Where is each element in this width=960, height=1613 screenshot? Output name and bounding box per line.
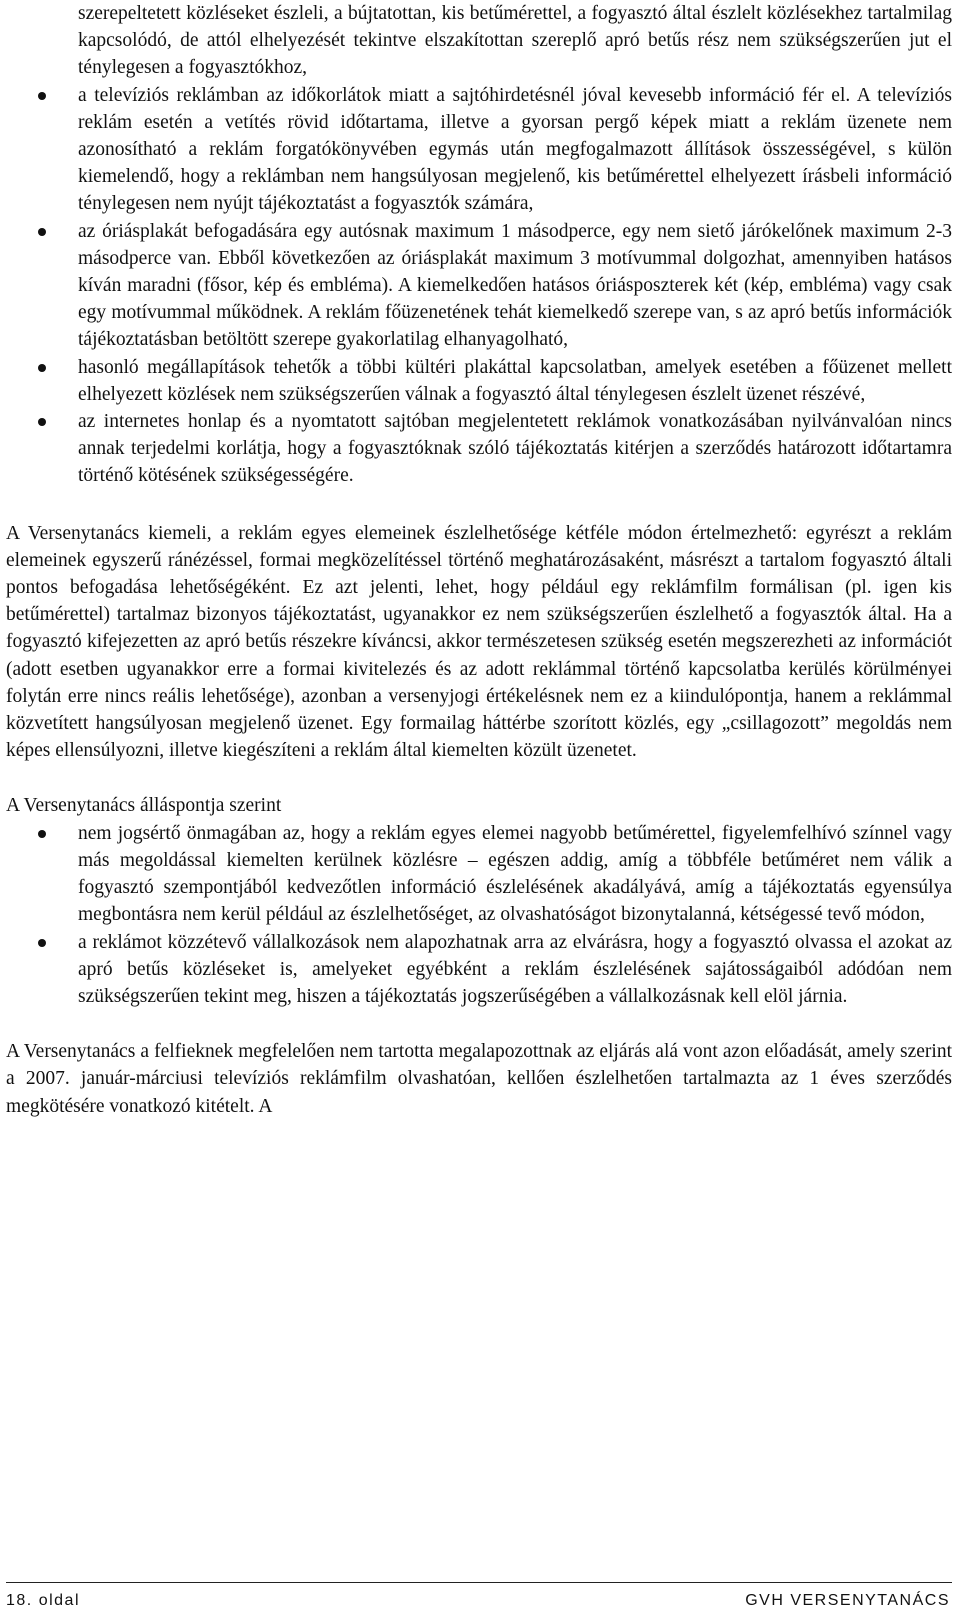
paragraph-1: A Versenytanács kiemeli, a reklám egyes elemeinek észlelhetősége kétféle módon értelmezhető: egyrészt a reklám elemeinek egyszerű ránézéssel, formai megközelítéssel történő meghatározásaként, másrészt a tartalom fogyasztó általi pontos befogadása lehetőségéként. Ez azt jelenti, lehet, hogy például egy reklámfilm formálisan (pl. igen kis betűmérettel) tartalmaz bizonyos tájékoztatást, ugyanakkor ez nem szükségszerűen észlelhető a fogyasztók által. Ha a fogyasztó kifejezetten az apró betűs részekre kíváncsi, akkor természetesen szükség esetén megszerezheti az információt (adott esetben ugyanakkor erre a formai kivitelezés és az adott reklámmal történő kapcsolatba kerülés körülményei folytán erre nincs reális lehetősége), azonban a versenyjogi értékelésnek nem ez a kiindulópontja, hanem a reklámmal közvetített hangsúlyosan megjelenő üzenet. Egy formailag háttérbe szorított közlés, egy „csillagozott” megoldás nem képes ellensúlyozni, illetve kiegészíteni a reklám által kiemelten közült üzenetet.: [6, 522, 952, 762]
list-item-text: a reklámot közzétevő vállalkozások nem alapozhatnak arra az elvárásra, hogy a fogyasztó olvassa el azokat az apró betűs közléseket is, amelyeket egyébként a reklám észlelésének sajátosságaiból adódóan nem szükségszerűen tekint meg, hiszen a tájékoztatás jogszerűségében a vállalkozásnak kell elöl járnia.: [78, 931, 952, 1007]
list-item: [6, 218, 952, 354]
list-item-text: nem jogsértő önmagában az, hogy a reklám egyes elemei nagyobb betűmérettel, figyelemfelhívó színnel vagy más megoldással kiemelten kerülnek közlésre – egészen addig, amíg a többféle betűméret nem válik a fogyasztó szempontjából kedvezőtlen információ észlelésének akadályává, amíg a tájékoztatás egyensúlya megbontásra nem kerül például az észlelhetőséget, az olvashatóságot bizonytalanná, kétségessé tevő módon,: [78, 822, 952, 926]
bullet-dot: [38, 364, 46, 372]
list-item-text: az internetes honlap és a nyomtatott sajtóban megjelentetett reklámok vonatkozásában nyilvánvalóan nincs annak terjedelmi korlátja, hogy a fogyasztóknak szóló tájékoztatás kitérjen a szerződés határozott időtartamra történő kötésének szükségességére.: [78, 411, 952, 487]
page-footer: [0, 1582, 960, 1613]
paragraph-spacer: [6, 1010, 952, 1038]
page-number: 18. oldal: [6, 1592, 80, 1609]
list-item-text: hasonló megállapítások tehetők a többi kültéri plakáttal kapcsolatban, amelyek esetében a főüzenet mellett elhelyezett közlések nem szükségszerűen válnak a fogyasztó által ténylegesen észlelt üzenet részévé,: [78, 356, 952, 405]
paragraph-3: A Versenytanács a felfieknek megfelelően nem tartotta megalapozottnak az eljárás alá vont azon előadását, amely szerint a 2007. január-márciusi televíziós reklámfilm olvashatóan, kellően észlelhetően tartalmazta az 1 éves szerződés megkötésére vonatkozó kitételt. A: [6, 1041, 952, 1117]
paragraph-spacer: [6, 764, 952, 792]
bullet-dot: [38, 228, 46, 236]
document-body: [6, 0, 952, 1120]
bullet-dot: [38, 939, 46, 947]
publisher-name: GVH VERSENYTANÁCS: [745, 1592, 950, 1609]
paragraph-spacer: [6, 490, 952, 520]
bullet-dot: [38, 418, 46, 426]
bullet-list-1: [6, 82, 952, 490]
bullet-dot: [38, 92, 46, 100]
list-item: [6, 820, 952, 929]
paragraph-2-heading: A Versenytanács álláspontja szerint: [6, 795, 282, 817]
lead-continuation: szerepeltetett közléseket észleli, a bújtatottan, kis betűmérettel, a fogyasztó által észlelt közlésekhez tartalmilag kapcsolódó, de attól elhelyezését tekintve elszakítottan szereplő apró betűs rész nem szükségszerűen jut el ténylegesen a fogyasztókhoz,: [78, 3, 952, 79]
list-item-text: az óriásplakát befogadására egy autósnak maximum 1 másodperce, egy nem siető járókelőnek maximum 2-3 másodperce van. Ebből következően az óriásplakát maximum 3 motívummal dolgozhat, amennyiben hatásos kíván maradni (fősor, kép és embléma). A kiemelkedően hatásos óriásposzterek két (kép, embléma) vagy csak egy motívummal működnek. A reklám főüzenetének tehát kiemelkedő szerepe van, s az apró betűs információk tájékoztatásban betöltött szerepe gyakorlatilag elhanyagolható,: [78, 220, 952, 351]
list-item: [6, 929, 952, 1011]
bullet-list-2: [6, 820, 952, 1010]
footer-divider: [6, 1582, 952, 1583]
list-item: [6, 354, 952, 408]
list-item: [6, 82, 952, 218]
bullet-dot: [38, 830, 46, 838]
list-item: [6, 408, 952, 490]
list-item-text: a televíziós reklámban az időkorlátok miatt a sajtóhirdetésnél jóval kevesebb információ fér el. A televíziós reklám esetén a vetítés rövid időtartama, illetve a gyorsan pergő képek miatt a reklám üzenete nem azonosítható a reklám forgatókönyvében egymás után megfogalmazott állítások összességével, s külön kiemelendő, hogy a reklámban nem hangsúlyosan megjelenő, kis betűmérettel elhelyezett írásbeli információ ténylegesen nem nyújt tájékoztatást a fogyasztók számára,: [78, 84, 952, 215]
